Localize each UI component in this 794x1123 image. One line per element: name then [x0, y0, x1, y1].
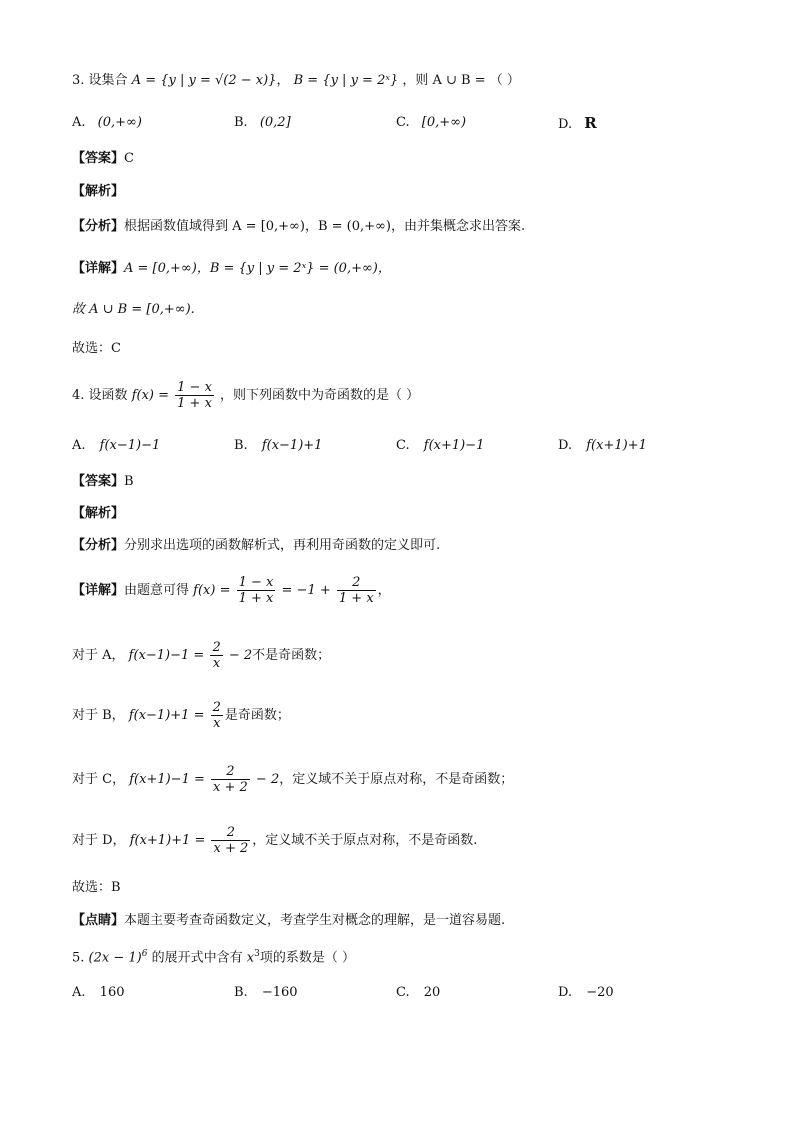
q5-number: 5. [72, 950, 85, 966]
case-expr: f(x+1)+1 = [129, 833, 206, 848]
q3-fenxi [72, 218, 754, 236]
fraction-numerator: 2 [212, 700, 221, 715]
q5-stem-mid: 的展开式中含有 [151, 950, 243, 966]
q3-xiangjie [72, 260, 754, 278]
q3-number: 3. 设集合 [72, 73, 128, 88]
case-text: 是奇函数； [224, 708, 290, 723]
case-fraction [210, 640, 222, 671]
fraction-numerator: 1 − x [238, 575, 274, 590]
choice-text: 故选：C [72, 341, 121, 356]
option-text: −160 [261, 985, 298, 1000]
option-label: B. [234, 115, 248, 130]
fraction-denominator: 1 + x [338, 591, 374, 606]
q4-choice [72, 879, 754, 897]
option-label: D. [558, 438, 573, 453]
case-text: ，定义域不关于原点对称，不是奇函数. [252, 833, 478, 848]
q4-dianjing [72, 912, 754, 930]
answer-label: 【答案】 [72, 474, 125, 489]
fraction-numerator: 2 [211, 825, 250, 841]
q4-analysis-heading [72, 505, 754, 523]
option-text: f(x−1)+1 [261, 438, 323, 453]
q3-option-a[interactable] [72, 114, 142, 132]
xiangjie-end: ， [377, 583, 391, 598]
q5-expr: (2x − 1) [88, 950, 142, 966]
xiangjie-prefix: 由题意可得 [124, 583, 190, 598]
case-expr: f(x−1)−1 = [128, 648, 205, 663]
q4-xiangjie [72, 575, 754, 606]
fraction-denominator: 1 + x [238, 591, 274, 606]
option-label: C. [396, 985, 410, 1000]
option-label: C. [396, 438, 410, 453]
q4-number: 4. 设函数 [72, 388, 128, 403]
q3-option-b[interactable] [234, 114, 291, 132]
case-fraction [211, 764, 250, 795]
dianjing-label: 【点睛】 [72, 913, 125, 928]
option-text: 160 [99, 985, 125, 1000]
q5-option-a[interactable] [72, 984, 125, 1002]
q5-option-b[interactable] [234, 984, 298, 1002]
case-text: 不是奇函数； [252, 648, 331, 663]
q4-stem [72, 380, 754, 411]
case-prefix: 对于 B， [72, 708, 125, 723]
q4-option-d[interactable] [558, 437, 647, 455]
analysis-label: 【解析】 [72, 506, 125, 521]
xiangjie-mid: = −1 + [281, 583, 331, 598]
xiangjie-fraction-2 [337, 575, 376, 606]
fraction-numerator: 2 [337, 575, 376, 591]
fenxi-label: 【分析】 [72, 219, 125, 234]
case-prefix: 对于 D， [72, 833, 126, 848]
q4-case-a [72, 640, 754, 671]
q4-fraction [175, 380, 214, 411]
q5-stem-suffix: 项的系数是（ ） [259, 950, 355, 966]
q4-case-d [72, 825, 754, 856]
q5-stem [72, 945, 754, 967]
case-expr: f(x−1)+1 = [128, 708, 205, 723]
q3-analysis-heading [72, 183, 754, 201]
analysis-label: 【解析】 [72, 184, 125, 199]
case-text: ，定义域不关于原点对称，不是奇函数； [279, 772, 514, 787]
option-label: A. [72, 985, 86, 1000]
case-fraction [211, 825, 250, 856]
option-text: R [584, 114, 597, 132]
option-label: C. [396, 115, 410, 130]
option-text: f(x+1)−1 [423, 438, 485, 453]
fraction-numerator: 2 [212, 640, 221, 655]
q3-stem: 3. 设集合 A = {y | y = √(2 − x)}， B = {y | y = 2ˣ} ，则 A ∪ B = （ ） [72, 73, 520, 88]
option-label: D. [558, 985, 573, 1000]
fraction-denominator: x + 2 [213, 780, 248, 795]
fraction-denominator: x [212, 656, 221, 671]
option-text: f(x+1)+1 [586, 438, 647, 453]
option-text: (0,+∞) [97, 115, 142, 130]
fraction-denominator: x [213, 716, 221, 731]
xiangjie-fraction-1 [237, 575, 276, 606]
xiangjie-label: 【详解】 [72, 583, 125, 598]
option-label: D. [558, 117, 573, 132]
q3-choice [72, 340, 754, 358]
option-text: −20 [586, 985, 614, 1000]
xiangjie-text: A = [0,+∞)，B = {y | y = 2ˣ} = (0,+∞)， [124, 261, 391, 276]
choice-text: 故选：B [72, 880, 121, 895]
option-text: 20 [423, 985, 441, 1000]
option-label: B. [234, 438, 248, 453]
answer-value: C [124, 151, 134, 166]
q4-case-b [72, 700, 754, 731]
case-prefix: 对于 C， [72, 772, 126, 787]
q4-fenxi [72, 537, 754, 555]
q5-expr-exponent: 6 [141, 949, 148, 959]
fraction-denominator: 1 + x [177, 396, 212, 411]
option-label: B. [234, 985, 248, 1000]
fraction-denominator: x + 2 [213, 841, 249, 856]
option-text: f(x−1)−1 [99, 438, 161, 453]
option-text: [0,+∞) [421, 115, 467, 130]
option-label: A. [72, 438, 86, 453]
case-prefix: 对于 A， [72, 648, 125, 663]
q5-option-d[interactable] [558, 984, 614, 1002]
dianjing-text: 本题主要考查奇函数定义，考查学生对概念的理解，是一道容易题. [124, 913, 506, 928]
q3-stem-suffix: ，则 A ∪ B = （ ） [402, 73, 520, 88]
q4-option-a[interactable] [72, 437, 160, 455]
q4-fx: f(x) = [131, 388, 169, 403]
fraction-numerator: 2 [211, 764, 250, 780]
q5-option-c[interactable] [396, 984, 440, 1002]
q5-term-exponent: 3 [254, 949, 260, 959]
q4-answer [72, 473, 754, 491]
answer-value: B [124, 474, 134, 489]
case-fraction [211, 700, 223, 731]
fenxi-text: 分别求出选项的函数解析式，再利用奇函数的定义即可. [124, 538, 441, 553]
q3-option-c[interactable] [396, 114, 466, 132]
xiangjie-label: 【详解】 [72, 261, 125, 276]
q4-case-c [72, 764, 754, 795]
q4-option-b[interactable] [234, 437, 322, 455]
fenxi-text: 根据函数值域得到 A = [0,+∞)，B = (0,+∞)，由并集概念求出答案. [124, 219, 526, 234]
case-tail: − 2 [255, 772, 280, 787]
q3-set-b: B = {y | y = 2ˣ} [293, 73, 399, 88]
case-tail: − 2 [228, 648, 253, 663]
q4-option-c[interactable] [396, 437, 484, 455]
fraction-numerator: 1 − x [177, 380, 212, 395]
option-text: (0,2] [259, 115, 291, 130]
option-label: A. [72, 115, 86, 130]
q3-answer [72, 150, 754, 168]
xiangjie-text-2: 故 A ∪ B = [0,+∞). [72, 302, 195, 317]
q3-option-d[interactable] [558, 114, 597, 134]
q4-stem-suffix: ，则下列函数中为奇函数的是（ ） [220, 388, 420, 403]
xiangjie-fx: f(x) = [193, 583, 231, 598]
q3-set-a: A = {y | y = √(2 − x)} [131, 73, 277, 88]
q3-xiangjie-2 [72, 301, 754, 319]
case-expr: f(x+1)−1 = [129, 772, 205, 787]
answer-label: 【答案】 [72, 151, 125, 166]
fenxi-label: 【分析】 [72, 538, 125, 553]
q5-term: x [246, 950, 255, 966]
